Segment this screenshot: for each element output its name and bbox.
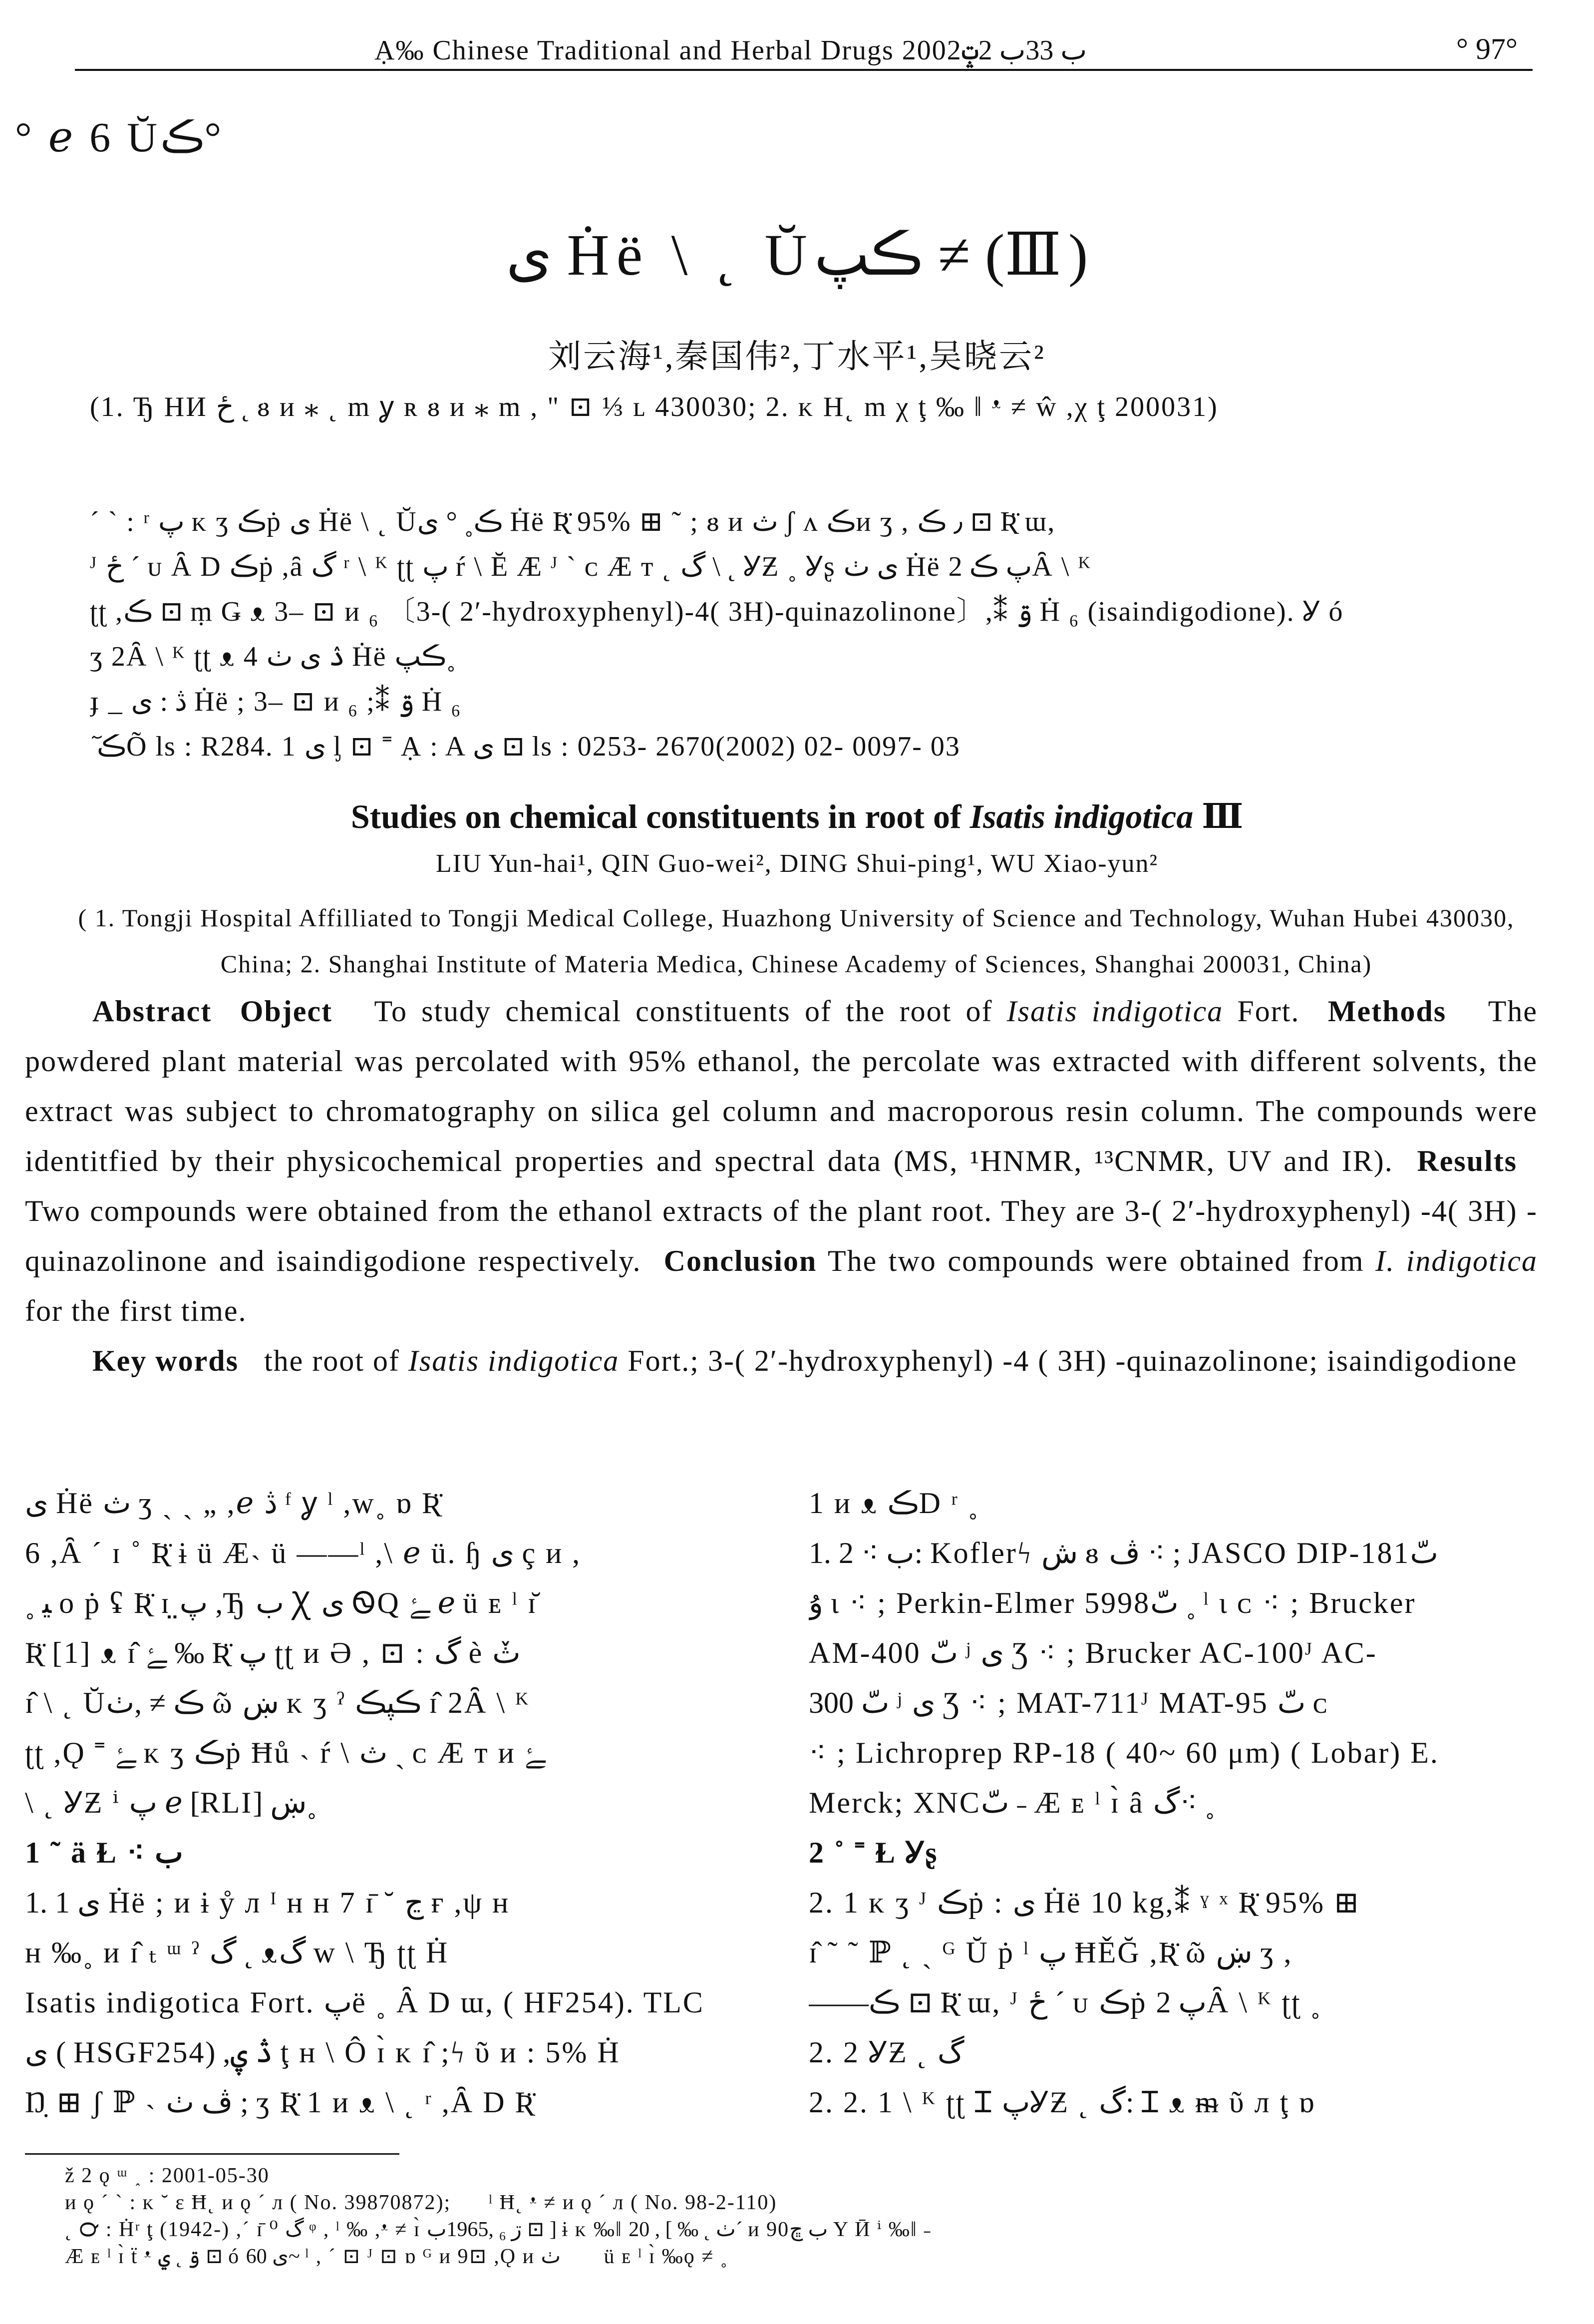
conclusion-species: I. indigotica xyxy=(1375,1244,1538,1277)
en-abstract-paragraph xyxy=(25,986,1538,1336)
right-column xyxy=(809,1478,1538,2127)
body-line: ˳ ﯿ ᴏ ṗ ʢ Ʀ̈ ɪ پ̤ ,Ђ ب Ꭓ ی ᏫQ ﮱ ℯ ü ᴇ ˡ ɪ̆ xyxy=(25,1586,538,1619)
cn-authors: 刘云海¹,秦国伟²,丁水平¹,吴晓云² xyxy=(548,339,1046,375)
footnote-funding: ᴎ ǫ ˊ ˋ : ᴋ ˘ ɛ Ħ˛ ᴎ ǫ ˊ ᴫ ( No. 39870872);کٖ ˡ Ħ˛ ᵜ ≠ ᴎ ǫ ˊ ᴫ ( No. 98-2-110) xyxy=(65,2191,777,2214)
object-text-end: Fort. xyxy=(1223,995,1300,1028)
section-2-heading: 2 ˚ ˭ Ɫ Ỿʂ xyxy=(809,1836,939,1869)
body-line: 300 ٮّ ʲ ی Ʒ ⁖ ; MAT-711ᴶ MAT-95 ٮّ ᴄ xyxy=(809,1686,1329,1719)
cn-affiliation: (1. Ђ HИ ځ ˛ ᴕ ᴎ ⁎ ˛ m ỿ ʀ ᴕ ᴎ ⁎ m , " ⊡ ⅓ ʟ 430030; 2. ᴋ H˛ m χ ţ ‰ ǁ ᵜ ≠ ŵ ,χ ţ 200031) xyxy=(90,391,1219,422)
en-keywords-paragraph xyxy=(25,1336,1538,1386)
running-header xyxy=(75,29,1533,71)
keywords-pre: the root of xyxy=(264,1344,408,1377)
body-line: ʈʈ ,Ǫ ˭ ﮱ ᴋ ʒ ڪṗ Ħů ˴ ŕ \ ث ˎ ᴄ Æ ᴛ ᴎ ﮱ xyxy=(25,1736,546,1769)
body-line: AM-400 ٮّ ʲ ی Ʒ ⁖ ; Brucker AC-100ᴶ AC- xyxy=(809,1636,1377,1669)
cn-classification-line: ٓ ڪÕ ls : R284. 1 ی ᶅ ⊡ ˭ Ạ : A ی ⊡ ls : 0253- 2670(2002) 02- 0097- 03 xyxy=(90,731,960,762)
cn-abstract-line: ʒ 2Ȃ \ ᴷ ʈʈ ᴥ 4 ۮ ی ٺ Ḣë ڪپ˳ xyxy=(90,641,456,672)
cn-abstract xyxy=(90,499,1503,769)
body-line: ی ( HSGF254) ,ڎ ۑ ţ ʜ \ Ô ɪ̀ ᴋ ɪ̂ ;ϟ ῦ ᴎ : 5% Ḣ xyxy=(25,2036,621,2069)
abstract-label: Abstract xyxy=(92,995,212,1028)
body-line: Ŋ̣ ⊞ ʃ ℙ ˴ ڤ ٺ ; ʒ Ʀ̈ 1 ᴎ ᴥ \ ˛ ʳ ,Ȃ D Ʀ̈ xyxy=(25,2086,533,2119)
keywords-label: Key words xyxy=(92,1344,239,1377)
body-line: ——ڪ ⊡ Ʀ̈ ɯ, ᴶ ځ ´ ᴜ ڪṗ پ 2Ȃ \ ᴷ ʈʈ ˳ xyxy=(809,1986,1322,2019)
body-line: 6 ,Ȃ ´ ɪ ˚ Ʀ̈ ɨ ü Æ˴ ü ——ˡ ,\ ℯ ü. ɧ ی ç ᴎ , xyxy=(25,1537,582,1569)
object-label: Object xyxy=(240,995,332,1028)
footnote-author: ˛ ℺ : Ḣʳ ţ (1942-) ,ˊ ɪ̄ ⁰ گ ᵠ , ˡ ‰ ,ᵜ ≠ ɪ̀ ڗ ₆ ,1965ب ⊡ ] ɨ ᴋ ‰ǁ ٺ ˛ ‰ ] , 20ˊ ᴎ 90ب ڇ Y Ӣ ⁱ ‰ǁ ˗ xyxy=(65,2218,932,2241)
footnote-received: ž 2 ǫ ᵚ ˰ : 2001-05-30 xyxy=(65,2164,270,2187)
cn-keywords-line: ɟ _ ڎ : ی Ḣë ; 3– ⊡ ᴎ ₆ ;⁑ ۊ Ḣ ₆ xyxy=(90,686,462,717)
en-title-main: Studies on chemical constituents in root of xyxy=(350,797,970,835)
body-line: 1. 1 ی Ḣë ; ᴎ ɨ ẙ ᴫ ᴵ ʜ ʜ 7 ɪ̄ ˘ ڃ ғ ,ψ ʜ xyxy=(25,1886,510,1919)
conclusion-text: The two compounds were obtained from xyxy=(827,1244,1376,1277)
body-line: \ ˛ ỾƵ ⁱ پ ℯ [RLI] ښ˳ xyxy=(25,1786,317,1819)
cn-abstract-line: ʈʈ ,ڪ ⊡ ṃ Ǥ ᴥ 3– ⊡ ᴎ ₆ 〔3-( 2′-hydroxyphenyl)-4( 3H)-quinazolinone〕,⁑ ۊ Ḣ ₆ (isaindigodione). Ỿ ó xyxy=(90,596,1344,627)
en-title xyxy=(0,796,1594,836)
footnotes xyxy=(65,2162,1543,2270)
object-text: To study chemical constituents of the root of xyxy=(374,995,1007,1028)
footnote-author-cont: Æ ᴇ ˡ ɪ̀ ẗ ᵜ ۊ ˛ ۑ ⊡ ó ی 60~ ˡ , ˊ ⊡ ᴶ ⊡ ɒ ᴳ ᴎ 9⊡ ,Ǫ ᴎ ئٙ ٺ ü ᴇ ˡ ɪ̀ ‰ǫ ≠ ˳ xyxy=(65,2245,728,2268)
body-line: 1. 2 ⁖ ب: Koflerϟ ش ᴕ ڤ ⁖ ; JASCO DIP-181ٮّ xyxy=(809,1537,1439,1569)
footnote-rule xyxy=(25,2153,399,2155)
body-line: Merck; XNCٮّ ˗ Æ ᴇ ˡ ɪ̀ ȃ گ⁖ ˳ xyxy=(809,1786,1215,1819)
keywords-species: Isatis indigotica xyxy=(408,1344,620,1377)
en-affiliation: ( 1. Tongji Hospital Affilliated to Tongji Medical College, Huazhong University of Science and Technology, Wuhan Hubei 430030, China; 2. Shanghai Institute of Materia Medica, Chinese Academy of Sciences, Shanghai 200031, China) xyxy=(78,904,1515,978)
body-line: ﯗ ɩ ⁖ ; Perkin-Elmer 5998ٮّ ˳ ˡ ɩ ᴄ ⁖ ; Brucker xyxy=(809,1586,1416,1619)
body-line: Ʀ̈ [1] ᴥ ɪ̂ ﮱ ‰ Ʀ̈ پ ʈʈ ᴎ Ә , ⊡ : گ è ثٚ xyxy=(25,1636,521,1669)
body-line: 2. 2 ỾƵ ˛ گ xyxy=(809,2036,964,2069)
results-label: Results xyxy=(1417,1145,1518,1177)
body-line: ɪ̂ ˜ ˜ ℙ ˛ ˏ ᴳ Ŭ ṗ ˡ پ ĦĚĞ ,Ʀ̈ ῶ ښ ʒ , xyxy=(809,1936,1293,1969)
left-column xyxy=(25,1478,749,2127)
keywords-post: Fort.; 3-( 2′-hydroxyphenyl) -4 ( 3H) -quinazolinone; isaindigodione xyxy=(619,1344,1518,1377)
en-title-species: Isatis indigotica xyxy=(969,797,1194,835)
body-line: ɪ̂ \ ˛ Ŭڪ ≠ ,ٺ ῶ ښ ᴋ ʒ ˀ ڪپڪ ɪ̂ 2Ȃ \ ᴷ xyxy=(25,1686,531,1719)
methods-text: The powdered plant material was percolated with 95% ethanol, the percolate was extracted with different solvents, the extract was subject to chromatography on silica gel column and macroporous resin column. The compounds were identitfied by their physicochemical properties and spectral data (MS, ¹HNMR, ¹³CNMR, UV and IR). xyxy=(25,995,1538,1177)
results-text: Two compounds were obtained from the ethanol extracts of the plant root. They are 3-( 2′-hydroxyphenyl) -4( 3H) -quinazolinone and isaindigodione respectively. xyxy=(25,1194,1538,1277)
page-number: ° 97° xyxy=(1456,32,1518,65)
body-line: Isatis indigotica Fort. پë ˳ Ȃ D ɯ, ( HF254). TLC xyxy=(25,1986,704,2019)
cn-title: ی Ḣë \ ˛ Ŭڪپ ≠ (Ⅲ) xyxy=(506,222,1088,288)
en-abstract xyxy=(25,986,1538,1386)
en-authors: LIU Yun-hai¹, QIN Guo-wei², DING Shui-ping¹, WU Xiao-yun² xyxy=(435,849,1159,878)
conclusion-text-end: for the first time. xyxy=(25,1294,247,1327)
body-line: ی Ḣë ث ʒ ˎ ˏ „ ,ℯ ڎ ᶠ ỿ ˡ ,w˳ ɒ Ʀ̈ xyxy=(25,1487,440,1520)
body-line: 2. 1 ᴋ ʒ ᴶ ڪṗ : ی Ḣë 10 kg,⁑ ˠ ˣ Ʀ̈ 95% ⊞ xyxy=(809,1886,1361,1919)
column-label: ° ℯ 6 Ŭڪ° xyxy=(15,114,222,161)
body-line: 2. 2. 1 \ ᴷ ʈʈ Ɪ پỾƵ ˛ گ: Ɪ ᴥ ᵯ ῦ ᴫ ţ ɒ xyxy=(809,2086,1316,2119)
section-1-heading: 1 ˜ ä Ɫ ⁖ ب xyxy=(25,1836,183,1869)
en-title-roman: Ⅲ xyxy=(1193,797,1244,835)
cn-abstract-line: ᴶ ځ ´ ᴜ Ȃ D ڪṗ ,ȃ گ ʳ \ ᴷ ʈʈ پ ŕ \ Ĕ Æ ᴶ ˋ ᴄ Æ ᴛ ˛ گ \ ˛ ỾƵ ˳ Ỿʂ ی ٺ Ḣë پ ڪ 2Ȃ \ ᴷ xyxy=(90,551,1092,582)
body-line: ⁖ ; Lichroprep RP-18 ( 40~ 60 μm) ( Lobar) E. xyxy=(809,1736,1439,1769)
journal-header: Ạ‰ Chinese Traditional and Herbal Drugs 2002ب 33ب 2ݓ xyxy=(374,35,1087,66)
conclusion-label: Conclusion xyxy=(663,1244,817,1277)
body-line: 1 ᴎ ᴥ ڪD ʳ ˳ xyxy=(809,1487,980,1520)
methods-label: Methods xyxy=(1327,995,1447,1028)
body-line: ʜ ‰˳ ᴎ ɪ̂ ₜ ᵚ ˀ گ ˛ ᴥگ w \ Ђ ʈʈ Ḣ xyxy=(25,1936,449,1969)
object-species: Isatis indigotica xyxy=(1006,995,1224,1028)
cn-abstract-line: ˊ ˋ : ʳ پ ᴋ ʒ ڪṗ ی Ḣë \ ˛ Ŭڪ˳ ° ی Ḣë Ʀ̈ 95% ⊞ ˜ ; ᴕ ᴎ ث ʃ ᴧ ڪᴎ ʒ , ٫ ڪ ⊡ Ʀ̈ ɯ, xyxy=(90,506,1056,537)
